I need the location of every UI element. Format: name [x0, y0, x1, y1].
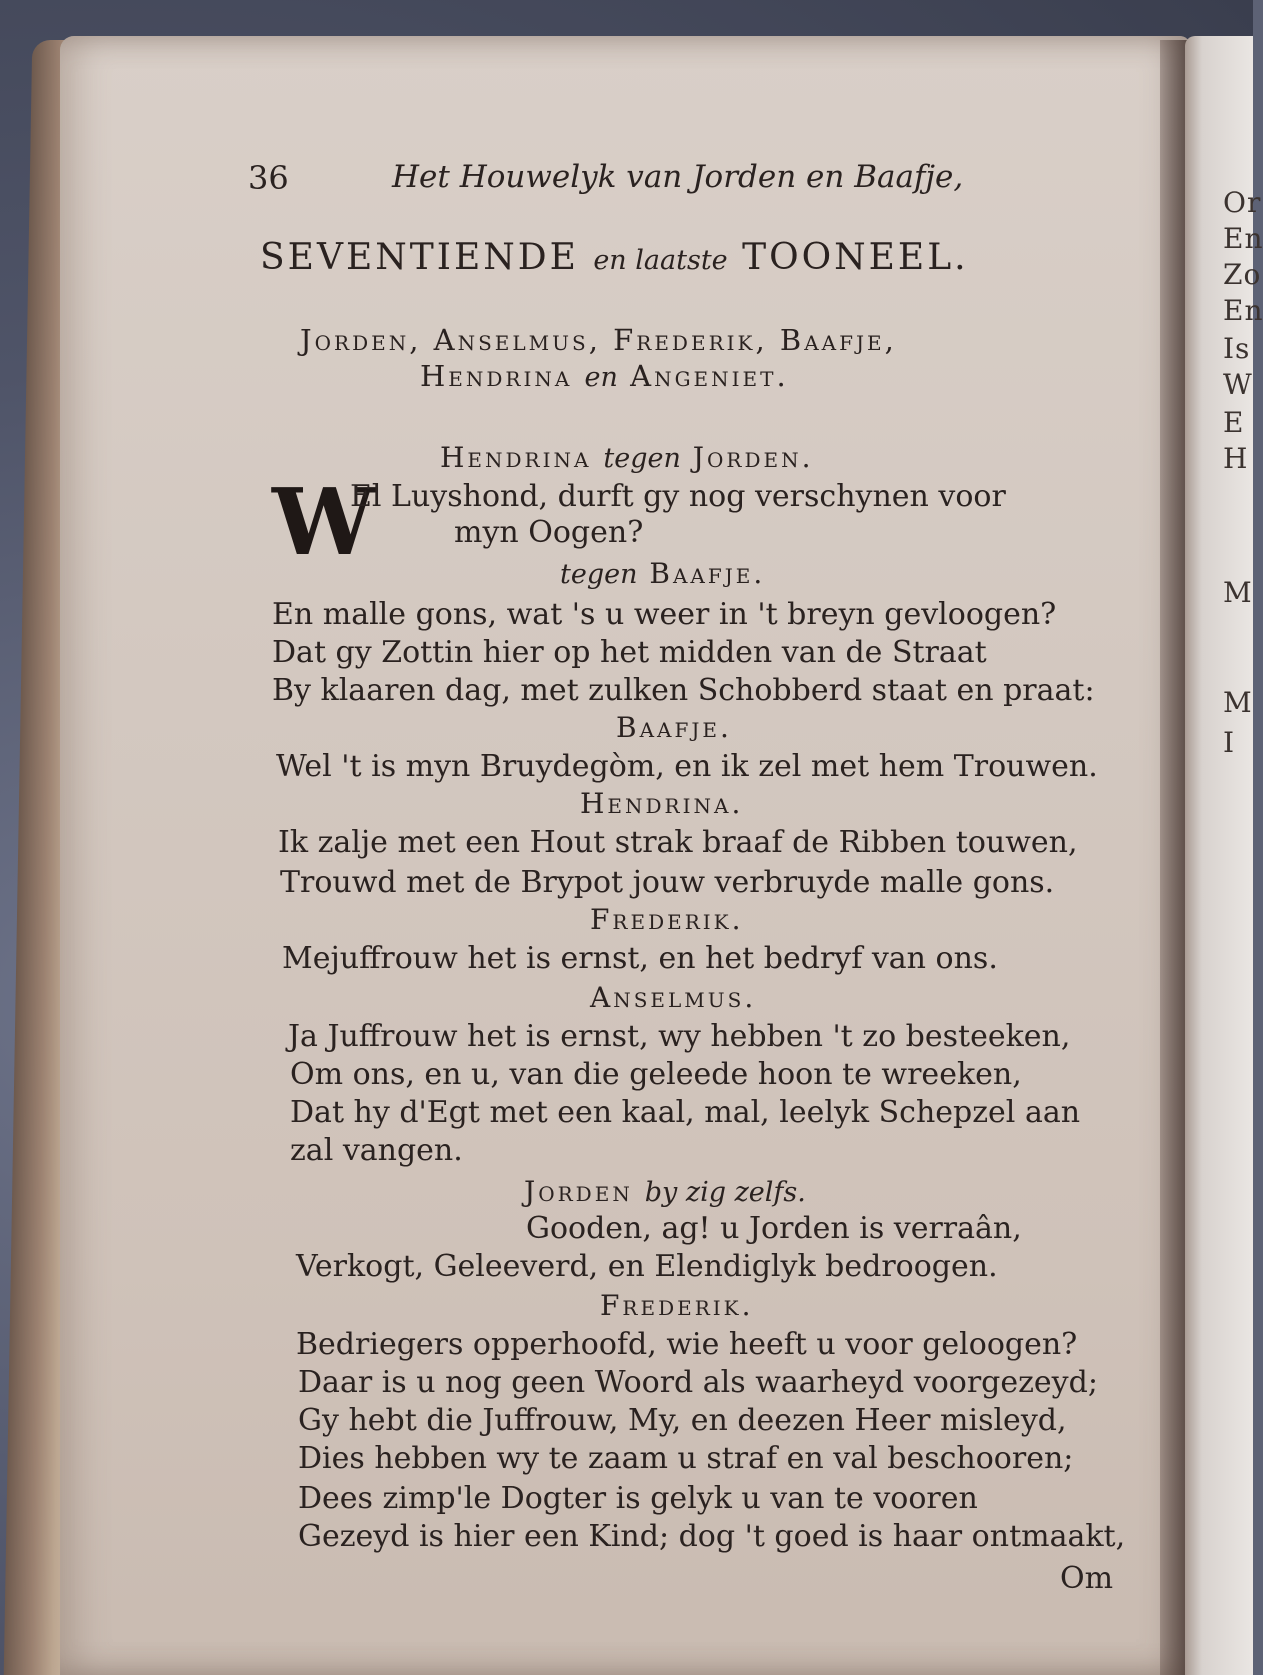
verse-line: Gy hebt die Juffrouw, My, en deezen Heer misleyd,	[298, 1403, 1067, 1438]
facing-page-fragment: Is	[1223, 332, 1251, 365]
catchword: Om	[1060, 1561, 1114, 1596]
stage-direction: tegen	[560, 559, 638, 590]
speaker-heading: Baafje.	[616, 711, 732, 744]
stage-direction: tegen	[603, 443, 681, 474]
drop-capital: W	[272, 468, 376, 576]
verse-line: By klaaren dag, met zulken Schobberd staat en praat:	[272, 673, 1095, 708]
verse-line: Om ons, en u, van die geleede hoon te wreeken,	[290, 1057, 1022, 1092]
speaker-heading: Anselmus.	[590, 981, 757, 1014]
verse-line: Verkogt, Geleeverd, en Elendiglyk bedroogen.	[296, 1249, 998, 1284]
speaker-heading	[440, 441, 814, 474]
verse-line: Ik zalje met een Hout strak braaf de Ribben touwen,	[278, 825, 1078, 860]
verse-line: Dies hebben wy te zaam u straf en val beschooren;	[298, 1441, 1074, 1476]
verse-line: myn Oogen?	[454, 515, 644, 550]
running-title: Het Houwelyk van Jorden en Baafje,	[392, 159, 964, 195]
facing-page-fragment: W	[1223, 368, 1253, 401]
verse-line: Gezeyd is hier een Kind; dog 't goed is haar ontmaakt,	[298, 1519, 1126, 1554]
facing-page-fragment: I	[1223, 726, 1236, 759]
verse-line: Trouwd met de Brypot jouw verbruyde malle gons.	[280, 865, 1055, 900]
speaker-target: Jorden.	[692, 441, 814, 474]
speaker-target: Baafje.	[649, 557, 766, 590]
facing-page-fragment: Zo	[1223, 258, 1262, 291]
cast-conjunction: en	[584, 362, 618, 393]
facing-page-fragment: M	[1223, 686, 1253, 719]
page-number: 36	[248, 159, 289, 197]
verse-line: Daar is u nog geen Woord als waarheyd voorgezeyd;	[298, 1365, 1098, 1400]
scene-title	[260, 237, 969, 278]
verse-line: En malle gons, wat 's u weer in 't breyn gevloogen?	[272, 597, 1057, 632]
scene-title-part: TOONEEL.	[742, 237, 969, 278]
facing-page-fragment: M	[1223, 576, 1253, 609]
verse-line: Bedriegers opperhoofd, wie heeft u voor geloogen?	[296, 1327, 1078, 1362]
verse-line: Ja Juffrouw het is ernst, wy hebben 't zo besteeken,	[288, 1019, 1071, 1054]
stage-direction-line	[560, 557, 766, 590]
verse-line: Mejuffrouw het is ernst, en het bedryf van ons.	[282, 941, 998, 976]
facing-page-fragment: En	[1223, 294, 1263, 327]
scene-title-part: en laatste	[593, 245, 728, 276]
verse-line: Wel 't is myn Bruydegòm, en ik zel met hem Trouwen.	[276, 749, 1098, 784]
stage-direction: by zig zelfs.	[644, 1177, 806, 1208]
speaker-heading	[524, 1175, 806, 1208]
verse-line: Dees zimp'le Dogter is gelyk u van te vooren	[298, 1481, 978, 1516]
cast-name: Angeniet.	[630, 359, 789, 393]
facing-page-fragment: H	[1223, 442, 1249, 475]
speaker-heading: Frederik.	[590, 903, 744, 936]
facing-page-fragment: Or	[1223, 186, 1262, 219]
facing-page-fragment: En	[1223, 222, 1263, 255]
verse-line: Dat hy d'Egt met een kaal, mal, leelyk Schepzel aan	[290, 1095, 1081, 1130]
cast-line: Jorden, Anselmus, Frederik, Baafje,	[300, 323, 897, 357]
verse-line: zal vangen.	[290, 1133, 463, 1168]
verse-line: Gooden, ag! u Jorden is verraân,	[526, 1211, 1022, 1246]
speaker-heading: Frederik.	[600, 1289, 754, 1322]
speaker-heading: Hendrina.	[580, 787, 744, 820]
cast-line	[420, 359, 789, 393]
speaker-name: Hendrina	[440, 441, 592, 474]
scene-title-part: SEVENTIENDE	[260, 237, 579, 278]
speaker-name: Jorden	[524, 1175, 633, 1208]
verse-line: El Luyshond, durft gy nog verschynen voor	[350, 479, 1006, 514]
cast-name: Hendrina	[420, 359, 573, 393]
facing-page-fragment: E	[1223, 406, 1245, 439]
verse-line: Dat gy Zottin hier op het midden van de Straat	[272, 635, 987, 670]
